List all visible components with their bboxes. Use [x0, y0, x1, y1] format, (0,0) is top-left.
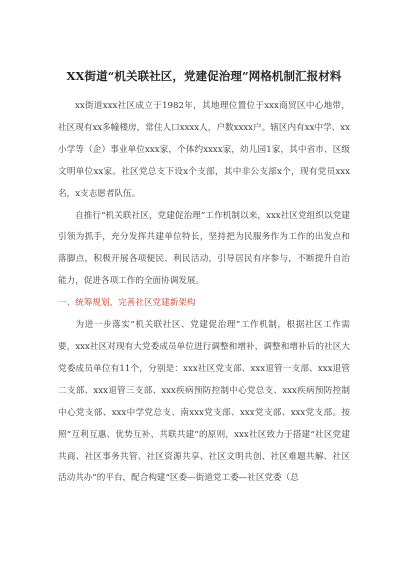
section-heading: [58, 293, 350, 315]
paragraph-section: [58, 315, 350, 490]
document-title: XX街道“机关联社区，党建促治理”网格机制汇报材料: [66, 69, 342, 83]
paragraph-intro-text: xx街道xxx社区成立于1982年，其地理位置位于xxx商贸区中心地带，社区现有xx多幢楼房，常住人口xxxx人，户数xxxx户。辖区内有xx中学、xx小学等（企）事业单位xxx家，个体约xxxx家，幼儿园1家，其中省市、区级文明单位xx家。社区党总支下设x个支部，其中非公支部x个，现有党员xxx名，x支志愿者队伍。: [58, 101, 350, 199]
paragraph-intro: [58, 96, 350, 206]
document-body: [58, 96, 350, 490]
paragraph-mechanism-text: 自推行“机关联社区，党建促治理”工作机制以来，xxx社区党组织以党建引领为抓手，充分发挥共建单位特长，坚持把为民服务作为工作的出发点和落脚点，积极开展各项便民、利民活动，引导居民有序参与，不断提升自治能力，促进各项工作的全面协调发展。: [58, 210, 350, 287]
section-heading-text: 一、统筹规划，完善社区党建新架构: [58, 298, 196, 309]
paragraph-section-text: 为进一步落实“机关联社区、党建促治理”工作机制，根据社区工作需要，xxx社区对现有大党委成员单位进行调整和增补，调整和增补后的社区大党委成员单位有11个，分别是：xxx社区党支部、xxx退管一支部、xxx退管二支部、xxx退管三支部、xxx疾病预防控制中心党总支、xxx疾病预防控制中心党支部、xxx中学党总支、南xxx党支部、xxx党支部、xxx党支部。按照“互利互惠、优势互补、共联共建”的原则，xxx社区致力于搭建“社区党建共商、社区事务共管、社区资源共享、社区文明共创、社区难题共解、社区活动共办”的平台，配合构建“区委—街道党工委—社区党委（总: [58, 320, 350, 484]
paragraph-mechanism: [58, 206, 350, 294]
